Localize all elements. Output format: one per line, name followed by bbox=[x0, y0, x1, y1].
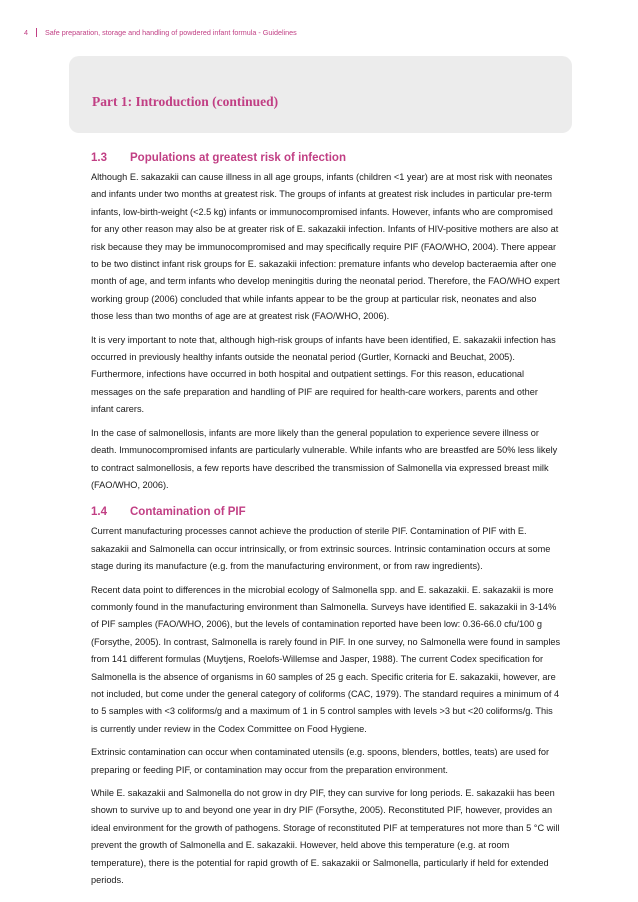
running-header-title: Safe preparation, storage and handling of powdered infant formula - Guidelines bbox=[45, 28, 297, 37]
section-title: Populations at greatest risk of infection bbox=[130, 152, 346, 164]
paragraph: It is very important to note that, although high-risk groups of infants have been identified, E. sakazakii infection has occurred in previously healthy infants outside the neonatal period (Gurtler, Kornacki and Beuchat, 2005). Furthermore, infections have occurred in both hospital and outpatient settings. For this reason, educational messages on the safe preparation and handling of PIF are required for health-care workers, parents and other infant carers. bbox=[91, 334, 556, 415]
section-title: Contamination of PIF bbox=[130, 506, 246, 519]
paragraph: Although E. sakazakii can cause illness in all age groups, infants (children <1 year) are at most risk with neonates and infants under two months at greatest risk. The groups of infants at greatest risk includes in particular pre-term infants, low-birth-weight (<2.5 kg) infants or immunocompromised infants. However, infants who are compromised for any other reason may also be at greater risk of E. sakazakii infection. Infants of HIV-positive mothers are also at risk because they may be immunocompromised and may specifically require PIF (FAO/WHO, 2004). There appear to be two distinct infant risk groups for E. sakazakii infection: premature infants who develop bacteraemia after one month of age, and term infants who develop meningitis during the neonatal period. Therefore, the FAO/WHO expert working group (2006) concluded that while infants appear to be the group at particular risk, neonates and also those less than two months of age are at greatest risk (FAO/WHO, 2006). bbox=[91, 172, 560, 322]
section-1-3 bbox=[91, 150, 561, 494]
paragraph: Extrinsic contamination can occur when contaminated utensils (e.g. spoons, blenders, bottles, teats) are used for preparing or feeding PIF, or contamination may occur from the preparation environment. bbox=[91, 747, 550, 775]
running-header bbox=[24, 28, 297, 37]
section-heading bbox=[91, 150, 561, 166]
part-title: Part 1: Introduction (continued) bbox=[92, 94, 279, 109]
paragraph: While E. sakazakii and Salmonella do not grow in dry PIF, they can survive for long periods. E. sakazakii has been shown to survive up to and beyond one year in dry PIF (Forsythe, 2005). Reconstituted PIF, however, provides an ideal environment for the growth of pathogens. Storage of reconstituted PIF at temperatures not more than 5 °C will prevent the growth of Salmonella and E. sakazakii. However, held above this temperature (e.g. at room temperature), there is the potential for rapid growth of E. sakazakii or Salmonella, particularly if held for extended periods. bbox=[91, 788, 560, 886]
section-1-4 bbox=[91, 504, 561, 889]
section-heading bbox=[91, 504, 561, 520]
paragraph: Current manufacturing processes cannot achieve the production of sterile PIF. Contamination of PIF with E. sakazakii and Salmonella can occur intrinsically, or from extrinsic sources. Intrinsic contamination occurs at some stage during its manufacture (e.g. from the manufacturing environment, or from raw ingredients). bbox=[91, 526, 551, 572]
paragraph: In the case of salmonellosis, infants are more likely than the general population to experience severe illness or death. Immunocompromised infants are particularly vulnerable. While infants who are breastfed are 50% less likely to contract salmonellosis, a few reports have described the transmission of Salmonella via expressed breast milk (FAO/WHO, 2006). bbox=[91, 427, 558, 490]
section-number: 1.4 bbox=[91, 506, 107, 519]
body-content bbox=[91, 150, 561, 895]
page-number: 4 bbox=[24, 28, 37, 37]
paragraph: Recent data point to differences in the microbial ecology of Salmonella spp. and E. sakazakii. E. sakazakii is more commonly found in the manufacturing environment than Salmonella. Surveys have identified E. sakazakii in 3-14% of PIF samples (FAO/WHO, 2006), but the levels of contamination reported have been low: 0.36-66.0 cfu/100 g (Forsythe, 2005). In contrast, Salmonella is rarely found in PIF. In one survey, no Salmonella were found in samples from 141 different formulas (Muytjens, Roelofs-Willemse and Jasper, 1988). The current Codex specification for Salmonella is the absence of organisms in 60 samples of 25 g each. Specific criteria for E. sakazakii, however, are not included, but come under the general category of coliforms (CAC, 1979). The standard requires a minimum of 4 to 5 samples with <3 coliforms/g and a maximum of 1 in 5 control samples with levels >3 but <20 coliforms/g. This is currently under review in the Codex Committee on Food Hygiene. bbox=[91, 584, 561, 734]
section-number: 1.3 bbox=[91, 152, 107, 164]
